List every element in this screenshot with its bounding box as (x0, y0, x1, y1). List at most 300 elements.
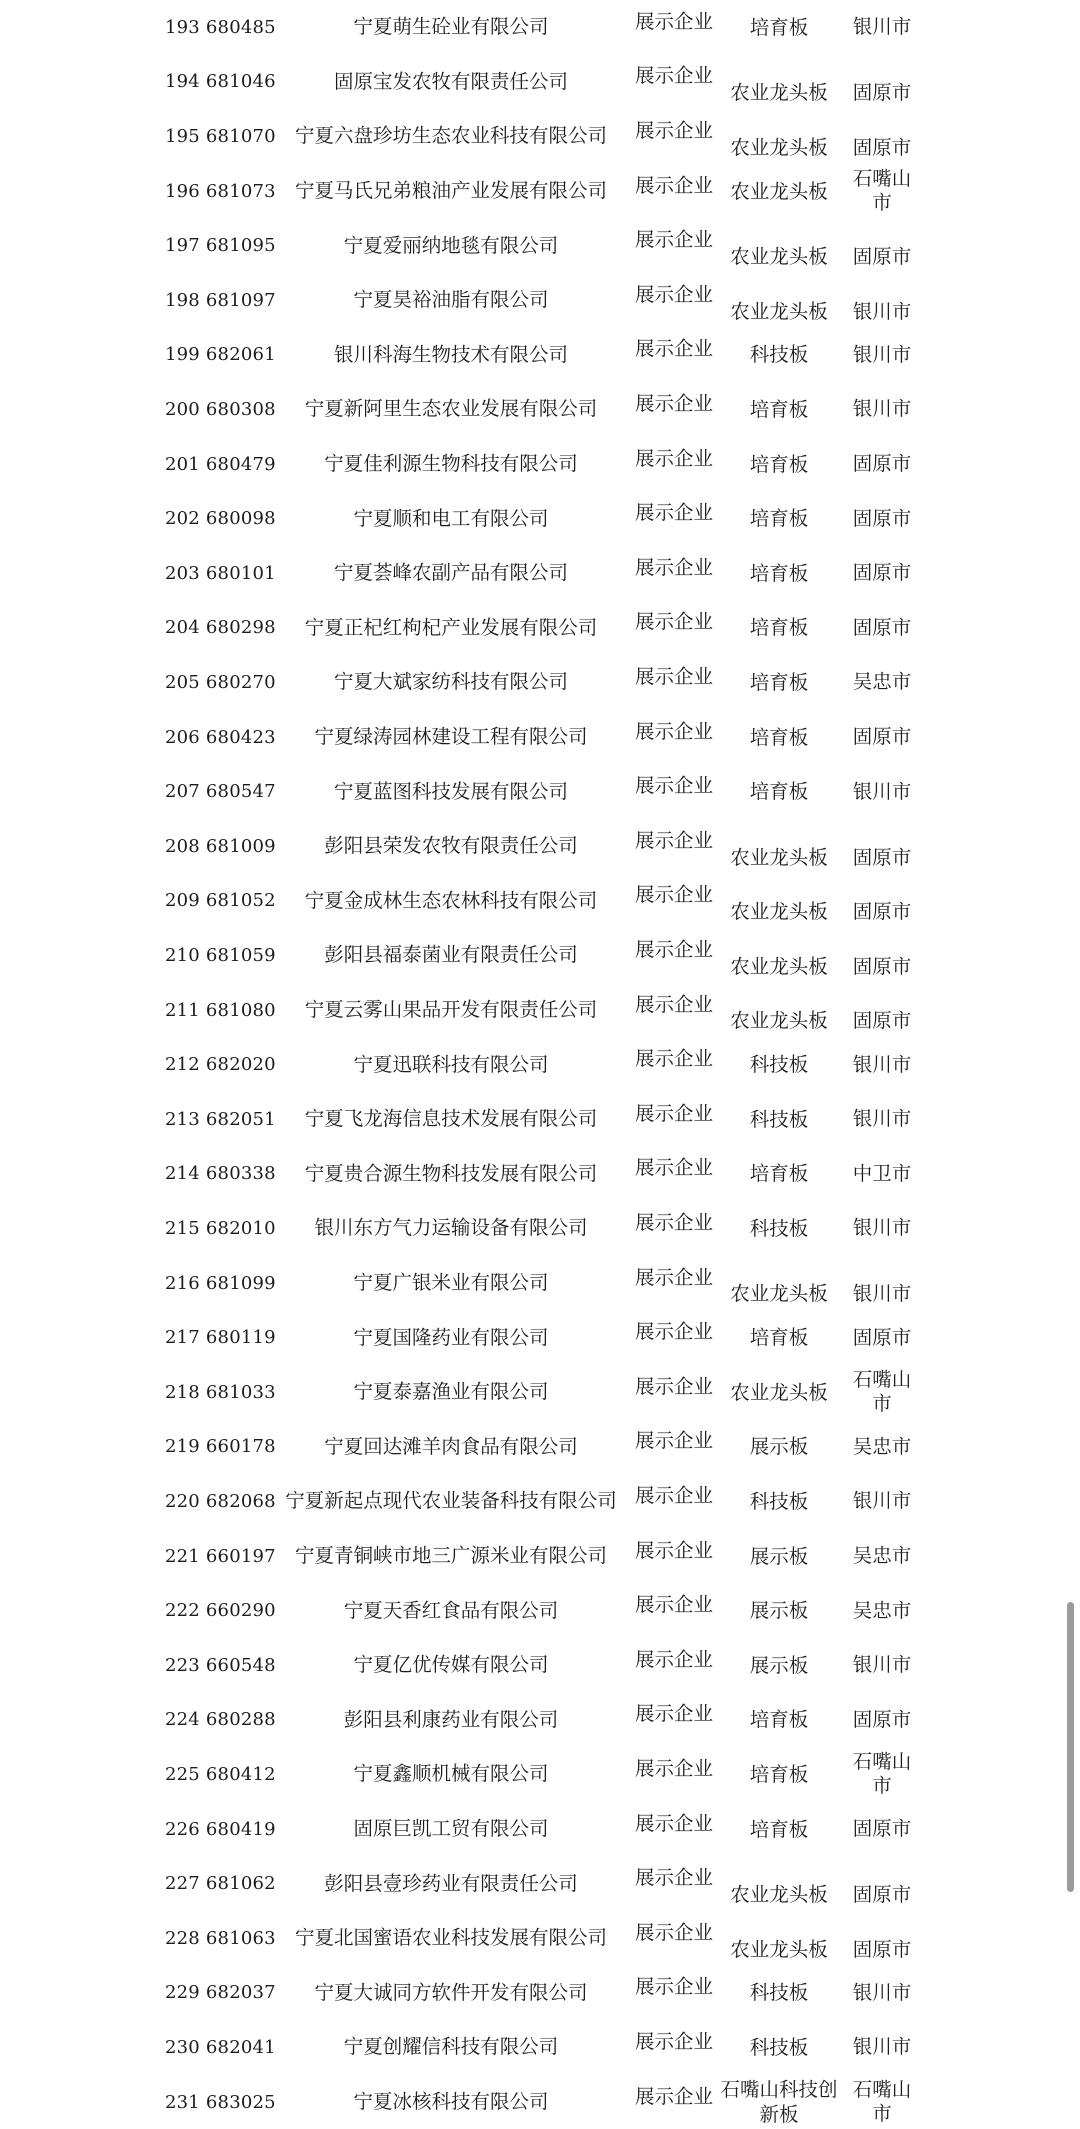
company-name: 宁夏荟峰农副产品有限公司 (333, 561, 568, 585)
board-name: 培育板 (749, 507, 809, 531)
city-name: 石嘴山市 (852, 1368, 912, 1416)
city-name: 中卫市 (852, 1161, 912, 1185)
company-name: 宁夏昊裕油脂有限公司 (353, 288, 549, 312)
board-name: 展示板 (749, 1544, 809, 1568)
row-number (165, 928, 285, 983)
row-number (165, 1529, 285, 1584)
row-number (165, 437, 285, 492)
row-number (165, 328, 285, 383)
table-row (0, 1638, 1080, 1693)
enterprise-type: 展示企业 (634, 446, 713, 470)
board-name: 农业龙头板 (730, 1282, 828, 1306)
board-name: 农业龙头板 (730, 244, 828, 268)
table-row (0, 328, 1080, 383)
row-number-value: 202 (165, 508, 200, 530)
row-number (165, 1693, 285, 1748)
table-row (0, 164, 1080, 219)
table-row (0, 1802, 1080, 1857)
row-number-value: 193 (165, 16, 200, 38)
row-number (165, 1583, 285, 1638)
row-number (165, 0, 285, 55)
table-row (0, 764, 1080, 819)
board-name: 培育板 (749, 561, 809, 585)
row-number (165, 601, 285, 656)
table-row (0, 1420, 1080, 1475)
board-name: 培育板 (749, 1817, 809, 1841)
row-number (165, 1256, 285, 1311)
table-row (0, 874, 1080, 929)
city-name: 固原市 (852, 81, 912, 105)
stock-code: 681046 (205, 71, 276, 93)
enterprise-type: 展示企业 (634, 1593, 713, 1617)
table-row (0, 55, 1080, 110)
board-name: 科技板 (749, 1107, 809, 1131)
company-name: 宁夏创耀信科技有限公司 (343, 2035, 559, 2059)
stock-code: 660178 (205, 1436, 276, 1458)
board-name: 科技板 (749, 2035, 809, 2059)
company-name: 宁夏北国蜜语农业科技发展有限公司 (294, 1926, 607, 1950)
stock-code: 660290 (205, 1600, 276, 1622)
board-name: 培育板 (749, 1162, 809, 1186)
row-number-value: 223 (165, 1654, 200, 1676)
row-number (165, 1092, 285, 1147)
stock-code: 680547 (205, 781, 276, 803)
row-number-value: 218 (165, 1381, 200, 1403)
board-name: 展示板 (749, 1435, 809, 1459)
city-name: 石嘴山市 (852, 1750, 912, 1798)
company-name: 固原宝发农牧有限责任公司 (333, 69, 568, 93)
city-name: 固原市 (852, 561, 912, 585)
enterprise-type: 展示企业 (634, 610, 713, 634)
stock-code: 681059 (205, 944, 276, 966)
company-name: 宁夏爱丽纳地毯有限公司 (343, 233, 559, 257)
row-number-value: 208 (165, 835, 200, 857)
stock-code: 681033 (205, 1381, 276, 1403)
board-name: 农业龙头板 (730, 81, 828, 105)
row-number-value: 204 (165, 617, 200, 639)
city-name: 固原市 (852, 725, 912, 749)
board-name: 科技板 (749, 343, 809, 367)
board-name: 农业龙头板 (730, 1937, 828, 1961)
company-name: 宁夏飞龙海信息技术发展有限公司 (304, 1107, 598, 1131)
row-number-value: 212 (165, 1054, 200, 1076)
board-name: 培育板 (749, 15, 809, 39)
enterprise-type: 展示企业 (634, 1647, 713, 1671)
board-name: 科技板 (749, 1489, 809, 1513)
table-row (0, 1256, 1080, 1311)
stock-code: 683025 (205, 2091, 276, 2113)
board-name: 农业龙头板 (730, 900, 828, 924)
city-name: 吴忠市 (852, 1598, 912, 1622)
stock-code: 682061 (205, 344, 276, 366)
city-name: 固原市 (852, 615, 912, 639)
enterprise-type: 展示企业 (634, 1210, 713, 1234)
city-name: 固原市 (852, 900, 912, 924)
company-name: 宁夏鑫顺机械有限公司 (353, 1762, 549, 1786)
company-name: 宁夏马氏兄弟粮油产业发展有限公司 (294, 179, 607, 203)
enterprise-type: 展示企业 (634, 883, 713, 907)
stock-code: 681070 (205, 125, 276, 147)
stock-code: 682020 (205, 1054, 276, 1076)
board-name: 石嘴山科技创新板 (720, 2078, 838, 2127)
city-name: 银川市 (852, 1489, 912, 1513)
row-number (165, 1856, 285, 1911)
enterprise-type: 展示企业 (634, 1811, 713, 1835)
city-name: 银川市 (852, 2035, 912, 2059)
stock-code: 681062 (205, 1873, 276, 1895)
table-row (0, 928, 1080, 983)
row-number-value: 220 (165, 1490, 200, 1512)
city-name: 银川市 (852, 1216, 912, 1240)
stock-code: 682041 (205, 2036, 276, 2058)
row-number (165, 1802, 285, 1857)
enterprise-type: 展示企业 (634, 774, 713, 798)
city-name: 固原市 (852, 1009, 912, 1033)
city-name: 吴忠市 (852, 1434, 912, 1458)
board-name: 培育板 (749, 1708, 809, 1732)
stock-code: 680412 (205, 1763, 276, 1785)
stock-code: 680419 (205, 1818, 276, 1840)
board-name: 农业龙头板 (730, 845, 828, 869)
table-row (0, 1474, 1080, 1529)
row-number (165, 710, 285, 765)
row-number-value: 226 (165, 1818, 200, 1840)
enterprise-type: 展示企业 (634, 1265, 713, 1289)
city-name: 固原市 (852, 845, 912, 869)
enterprise-type: 展示企业 (634, 228, 713, 252)
row-number-value: 195 (165, 125, 200, 147)
row-number (165, 874, 285, 929)
row-number (165, 382, 285, 437)
row-number-value: 194 (165, 71, 200, 93)
company-name: 宁夏绿涛园林建设工程有限公司 (314, 725, 588, 749)
city-name: 银川市 (852, 1282, 912, 1306)
company-name: 宁夏天香红食品有限公司 (343, 1598, 559, 1622)
enterprise-type: 展示企业 (634, 1374, 713, 1398)
company-name: 固原巨凯工贸有限公司 (353, 1817, 549, 1841)
table-row (0, 382, 1080, 437)
company-name: 宁夏大斌家纺科技有限公司 (333, 670, 568, 694)
table-row (0, 546, 1080, 601)
company-name: 宁夏佳利源生物科技有限公司 (324, 452, 578, 476)
row-number (165, 218, 285, 273)
company-name: 宁夏青铜峡市地三广源米业有限公司 (294, 1544, 607, 1568)
company-name: 宁夏泰嘉渔业有限公司 (353, 1380, 549, 1404)
table-row (0, 1147, 1080, 1202)
row-number (165, 819, 285, 874)
row-number (165, 273, 285, 328)
stock-code: 682068 (205, 1490, 276, 1512)
company-name: 宁夏冰核科技有限公司 (353, 2090, 549, 2114)
city-name: 银川市 (852, 1107, 912, 1131)
company-name: 宁夏蓝图科技发展有限公司 (333, 779, 568, 803)
company-name: 宁夏国隆药业有限公司 (353, 1325, 549, 1349)
enterprise-type: 展示企业 (634, 1975, 713, 1999)
company-name: 宁夏新起点现代农业装备科技有限公司 (285, 1489, 617, 1513)
row-number (165, 1420, 285, 1475)
company-name: 彭阳县利康药业有限公司 (343, 1707, 559, 1731)
stock-code: 680101 (205, 562, 276, 584)
enterprise-type: 展示企业 (634, 1101, 713, 1125)
city-name: 银川市 (852, 299, 912, 323)
city-name: 银川市 (852, 779, 912, 803)
stock-code: 681097 (205, 289, 276, 311)
enterprise-type: 展示企业 (634, 1156, 713, 1180)
row-number-value: 200 (165, 398, 200, 420)
table-row (0, 2020, 1080, 2075)
enterprise-type: 展示企业 (634, 992, 713, 1016)
enterprise-type: 展示企业 (634, 64, 713, 88)
board-name: 展示板 (749, 1653, 809, 1677)
stock-code: 682051 (205, 1108, 276, 1130)
enterprise-type: 展示企业 (634, 664, 713, 688)
row-number-value: 214 (165, 1163, 200, 1185)
row-number-value: 215 (165, 1217, 200, 1239)
row-number (165, 109, 285, 164)
stock-code: 681073 (205, 180, 276, 202)
city-name: 吴忠市 (852, 1544, 912, 1568)
stock-code: 680308 (205, 398, 276, 420)
table-row (0, 1037, 1080, 1092)
stock-code: 681095 (205, 235, 276, 257)
board-name: 培育板 (749, 397, 809, 421)
table-row (0, 1583, 1080, 1638)
company-name: 彭阳县荣发农牧有限责任公司 (324, 834, 578, 858)
stock-code: 681099 (205, 1272, 276, 1294)
row-number-value: 197 (165, 235, 200, 257)
stock-code: 660548 (205, 1654, 276, 1676)
row-number-value: 199 (165, 344, 200, 366)
row-number (165, 164, 285, 219)
stock-code: 680423 (205, 726, 276, 748)
board-name: 农业龙头板 (730, 1380, 828, 1404)
row-number (165, 1638, 285, 1693)
stock-code: 660197 (205, 1545, 276, 1567)
enterprise-type: 展示企业 (634, 282, 713, 306)
enterprise-type: 展示企业 (634, 118, 713, 142)
row-number-value: 217 (165, 1327, 200, 1349)
board-name: 农业龙头板 (730, 135, 828, 159)
table-row (0, 1693, 1080, 1748)
stock-code: 680270 (205, 671, 276, 693)
row-number-value: 198 (165, 289, 200, 311)
company-name: 宁夏迅联科技有限公司 (353, 1052, 549, 1076)
city-name: 固原市 (852, 1882, 912, 1906)
row-number (165, 1147, 285, 1202)
row-number-value: 210 (165, 944, 200, 966)
table-row (0, 710, 1080, 765)
enterprise-type: 展示企业 (634, 1756, 713, 1780)
board-name: 培育板 (749, 616, 809, 640)
board-name: 农业龙头板 (730, 179, 828, 203)
row-number-value: 205 (165, 671, 200, 693)
row-number (165, 1911, 285, 1966)
table-row (0, 1747, 1080, 1802)
enterprise-type: 展示企业 (634, 719, 713, 743)
scrollbar[interactable] (1067, 1602, 1074, 1892)
row-number (165, 764, 285, 819)
city-name: 固原市 (852, 954, 912, 978)
company-name: 宁夏正杞红枸杞产业发展有限公司 (304, 615, 598, 639)
row-number-value: 224 (165, 1709, 200, 1731)
city-name: 石嘴山市 (852, 167, 912, 215)
stock-code: 680298 (205, 617, 276, 639)
row-number-value: 231 (165, 2091, 200, 2113)
city-name: 石嘴山市 (852, 2078, 912, 2126)
table-row (0, 0, 1080, 55)
table-row (0, 1911, 1080, 1966)
board-name: 科技板 (749, 1053, 809, 1077)
enterprise-type: 展示企业 (634, 9, 713, 33)
board-name: 培育板 (749, 780, 809, 804)
company-name: 宁夏金成林生态农林科技有限公司 (304, 888, 598, 912)
stock-code: 681052 (205, 890, 276, 912)
stock-code: 682037 (205, 1982, 276, 2004)
table-row (0, 1529, 1080, 1584)
table-row (0, 983, 1080, 1038)
row-number (165, 2020, 285, 2075)
row-number-value: 227 (165, 1873, 200, 1895)
city-name: 固原市 (852, 452, 912, 476)
enterprise-type: 展示企业 (634, 555, 713, 579)
enterprise-type: 展示企业 (634, 1538, 713, 1562)
company-name: 宁夏六盘珍坊生态农业科技有限公司 (294, 124, 607, 148)
city-name: 固原市 (852, 244, 912, 268)
company-name: 银川科海生物技术有限公司 (333, 342, 568, 366)
board-name: 农业龙头板 (730, 1882, 828, 1906)
table-row (0, 491, 1080, 546)
row-number-value: 216 (165, 1272, 200, 1294)
city-name: 固原市 (852, 1325, 912, 1349)
enterprise-type: 展示企业 (634, 1866, 713, 1890)
stock-code: 680288 (205, 1709, 276, 1731)
row-number (165, 1365, 285, 1420)
company-name: 宁夏广银米业有限公司 (353, 1271, 549, 1295)
city-name: 银川市 (852, 1980, 912, 2004)
row-number (165, 546, 285, 601)
table-row (0, 1092, 1080, 1147)
board-name: 农业龙头板 (730, 1009, 828, 1033)
company-name: 宁夏回达滩羊肉食品有限公司 (324, 1434, 578, 1458)
stock-code: 681063 (205, 1927, 276, 1949)
row-number (165, 1201, 285, 1256)
company-name: 宁夏大诚同方软件开发有限公司 (314, 1980, 588, 2004)
row-number-value: 207 (165, 781, 200, 803)
stock-code: 680485 (205, 16, 276, 38)
table-row (0, 819, 1080, 874)
row-number (165, 55, 285, 110)
city-name: 银川市 (852, 397, 912, 421)
row-number (165, 1310, 285, 1365)
enterprise-type: 展示企业 (634, 501, 713, 525)
table-row (0, 1365, 1080, 1420)
stock-code: 682010 (205, 1217, 276, 1239)
table-row (0, 1201, 1080, 1256)
enterprise-type: 展示企业 (634, 1702, 713, 1726)
city-name: 银川市 (852, 15, 912, 39)
enterprise-type: 展示企业 (634, 1047, 713, 1071)
row-number (165, 1474, 285, 1529)
enterprise-type: 展示企业 (634, 2029, 713, 2053)
row-number-value: 203 (165, 562, 200, 584)
company-name: 宁夏萌生砼业有限公司 (353, 15, 549, 39)
table-row (0, 1966, 1080, 2021)
enterprise-type: 展示企业 (634, 937, 713, 961)
row-number (165, 655, 285, 710)
enterprise-type: 展示企业 (634, 1320, 713, 1344)
row-number-value: 211 (165, 999, 200, 1021)
row-number (165, 491, 285, 546)
city-name: 银川市 (852, 1653, 912, 1677)
board-name: 培育板 (749, 1762, 809, 1786)
enterprise-type: 展示企业 (634, 1920, 713, 1944)
row-number (165, 983, 285, 1038)
board-name: 农业龙头板 (730, 299, 828, 323)
company-name: 宁夏新阿里生态农业发展有限公司 (304, 397, 598, 421)
enterprise-type: 展示企业 (634, 828, 713, 852)
board-name: 科技板 (749, 1216, 809, 1240)
row-number-value: 219 (165, 1436, 200, 1458)
company-name: 宁夏顺和电工有限公司 (353, 506, 549, 530)
company-name: 宁夏亿优传媒有限公司 (353, 1653, 549, 1677)
stock-code: 680338 (205, 1163, 276, 1185)
enterprise-type: 展示企业 (634, 2084, 713, 2108)
row-number (165, 1966, 285, 2021)
board-name: 展示板 (749, 1599, 809, 1623)
stock-code: 680098 (205, 508, 276, 530)
enterprise-type: 展示企业 (634, 173, 713, 197)
board-name: 农业龙头板 (730, 954, 828, 978)
row-number-value: 229 (165, 1982, 200, 2004)
board-name: 科技板 (749, 1981, 809, 2005)
row-number-value: 206 (165, 726, 200, 748)
row-number (165, 1747, 285, 1802)
row-number-value: 209 (165, 890, 200, 912)
board-name: 培育板 (749, 1326, 809, 1350)
board-name: 培育板 (749, 725, 809, 749)
board-name: 培育板 (749, 452, 809, 476)
company-name: 彭阳县壹珍药业有限责任公司 (324, 1871, 578, 1895)
row-number-value: 221 (165, 1545, 200, 1567)
stock-code: 680479 (205, 453, 276, 475)
city-name: 银川市 (852, 342, 912, 366)
row-number-value: 213 (165, 1108, 200, 1130)
table-row (0, 601, 1080, 656)
enterprise-type: 展示企业 (634, 1483, 713, 1507)
table-row (0, 273, 1080, 328)
company-name: 彭阳县福泰菌业有限责任公司 (324, 943, 578, 967)
table-row (0, 437, 1080, 492)
row-number-value: 228 (165, 1927, 200, 1949)
company-name: 银川东方气力运输设备有限公司 (314, 1216, 588, 1240)
row-number-value: 222 (165, 1600, 200, 1622)
row-number-value: 201 (165, 453, 200, 475)
table-row (0, 1310, 1080, 1365)
city-name: 固原市 (852, 135, 912, 159)
city-name: 固原市 (852, 506, 912, 530)
enterprise-type: 展示企业 (634, 391, 713, 415)
board-name: 培育板 (749, 670, 809, 694)
table-row (0, 218, 1080, 273)
company-name: 宁夏贵合源生物科技发展有限公司 (304, 1161, 598, 1185)
table-row (0, 1856, 1080, 1911)
enterprise-type: 展示企业 (634, 337, 713, 361)
stock-code: 681009 (205, 835, 276, 857)
row-number-value: 225 (165, 1763, 200, 1785)
enterprise-type: 展示企业 (634, 1429, 713, 1453)
table-row (0, 109, 1080, 164)
city-name: 吴忠市 (852, 670, 912, 694)
